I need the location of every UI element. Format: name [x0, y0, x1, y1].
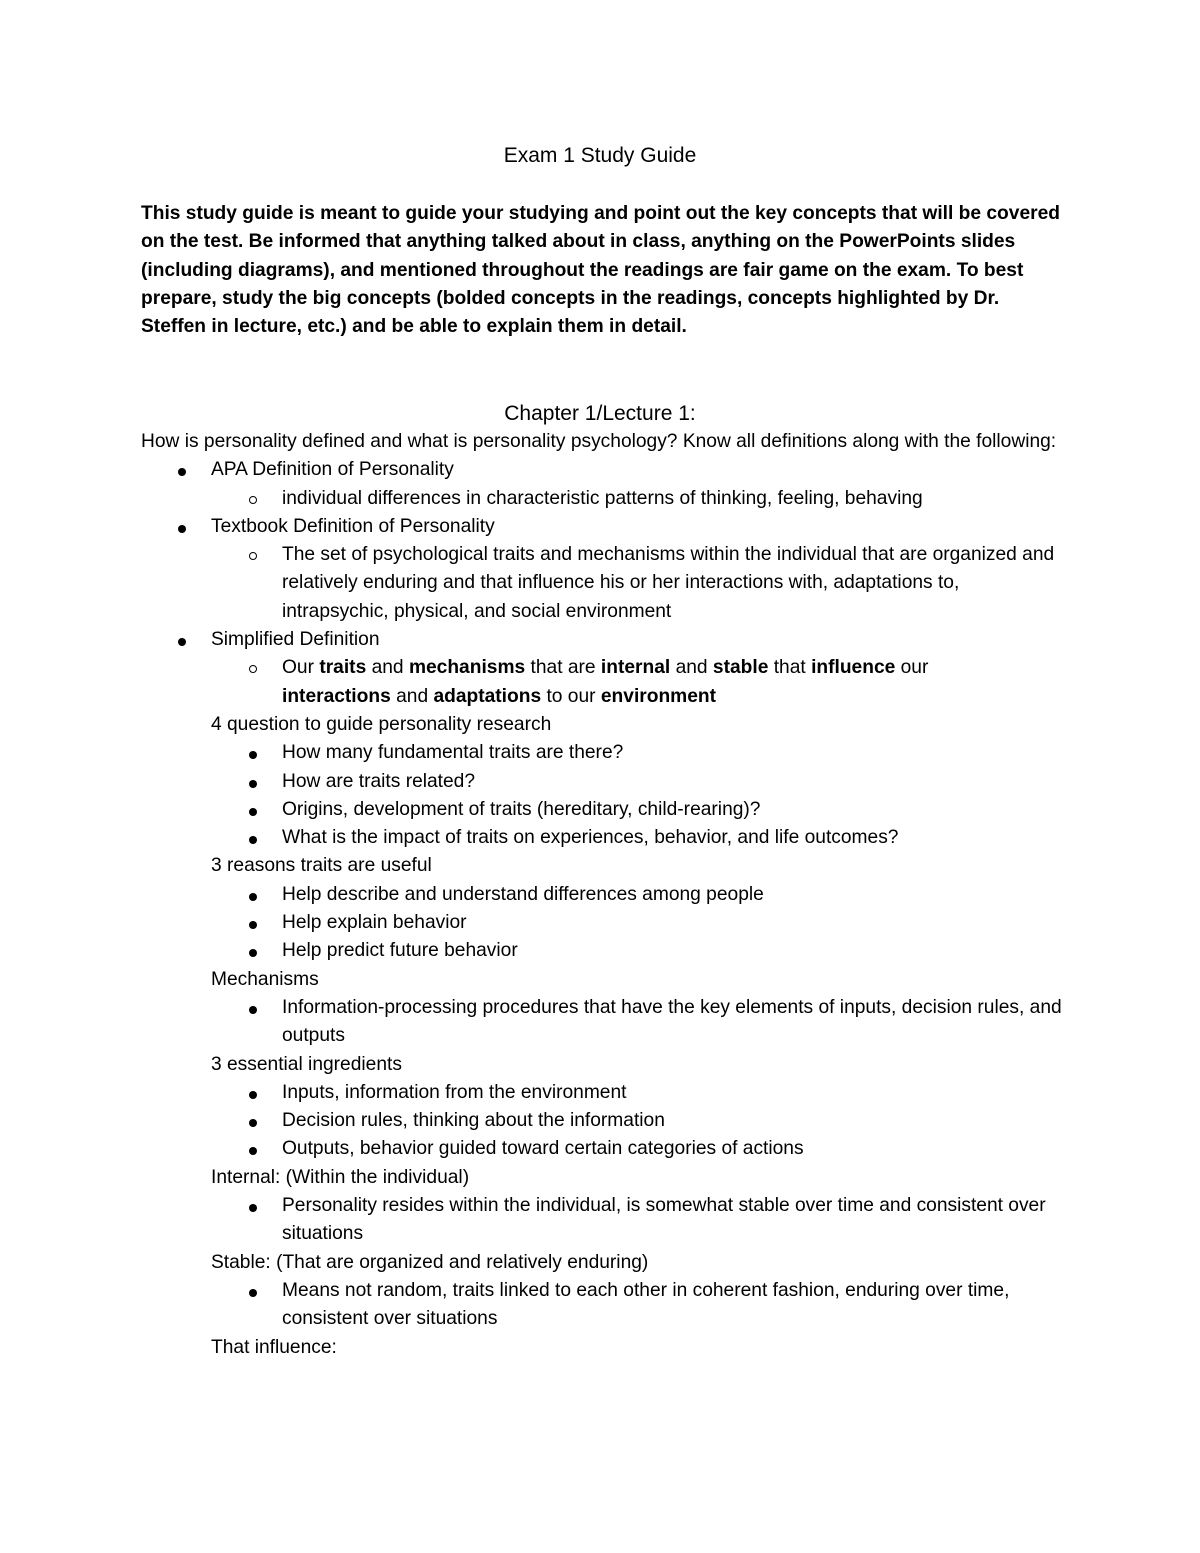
list-item — [141, 626, 1071, 654]
textbook-definition-label: Textbook Definition of Personality — [211, 515, 495, 537]
bullet-icon — [249, 921, 257, 929]
list-item — [141, 824, 1071, 852]
bullet-icon — [178, 638, 186, 646]
page-title: Exam 1 Study Guide — [503, 144, 697, 167]
influence-heading: That influence: — [211, 1336, 337, 1358]
reason-item: Help predict future behavior — [282, 940, 518, 962]
list-item — [141, 1079, 1071, 1107]
bullet-icon — [249, 836, 257, 844]
list-item — [141, 1192, 1071, 1249]
hollow-bullet-icon — [249, 496, 257, 504]
intro-paragraph: This study guide is meant to guide your studying and point out the key concepts that will be covered on the test. Be informed that anything talked about in class, anything on the PowerPoints slides (including diagrams), and mentioned throughout the readings are fair game on the exam. To best prepare, study the big concepts (bolded concepts in the readings, concepts highlighted by Dr. Steffen in lecture, etc.) and be able to explain them in detail. — [141, 203, 1060, 338]
document-body — [141, 428, 1071, 1362]
bold-term: environment — [600, 685, 717, 707]
text-run: that — [768, 657, 812, 679]
list-item — [141, 654, 1071, 711]
bullet-icon — [249, 1204, 257, 1212]
bullet-icon — [178, 525, 186, 533]
question-item: How many fundamental traits are there? — [282, 742, 624, 764]
bold-term: interactions — [282, 685, 391, 707]
list-item — [141, 739, 1071, 767]
bullet-icon — [249, 949, 257, 957]
bullet-icon — [249, 751, 257, 759]
internal-heading: Internal: (Within the individual) — [211, 1166, 470, 1188]
bullet-icon — [249, 780, 257, 788]
bold-term: influence — [811, 657, 896, 679]
opening-question: How is personality defined and what is personality psychology? Know all definitions along with the following: — [141, 431, 1057, 452]
questions-heading: 4 question to guide personality research — [211, 713, 552, 735]
apa-definition-text: individual differences in characteristic patterns of thinking, feeling, behaving — [282, 487, 923, 509]
list-item — [141, 1277, 1071, 1334]
reasons-heading: 3 reasons traits are useful — [211, 855, 432, 877]
chapter-heading: Chapter 1/Lecture 1: — [504, 402, 696, 425]
list-item — [141, 1135, 1071, 1163]
hollow-bullet-icon — [249, 665, 257, 673]
ingredient-item: Inputs, information from the environment — [282, 1081, 627, 1103]
list-item — [141, 1107, 1071, 1135]
text-run: Our — [282, 657, 320, 679]
text-run: and — [670, 657, 713, 679]
text-run: to our — [541, 685, 601, 707]
list-item — [141, 485, 1071, 513]
text-run: that are — [525, 657, 601, 679]
textbook-definition-text: The set of psychological traits and mechanisms within the individual that are organized and relatively enduring and that influence his or her interactions with, adaptations to, intrapsychic, physical, and social environment — [282, 544, 1055, 622]
bullet-icon — [249, 1289, 257, 1297]
reason-item: Help describe and understand differences among people — [282, 883, 764, 905]
bullet-icon — [249, 808, 257, 816]
bullet-icon — [249, 1119, 257, 1127]
question-item: Origins, development of traits (hereditary, child-rearing)? — [282, 798, 761, 820]
list-item — [141, 994, 1071, 1051]
stable-text: Means not random, traits linked to each other in coherent fashion, enduring over time, consistent over situations — [282, 1279, 1010, 1330]
list-item — [141, 768, 1071, 796]
reason-item: Help explain behavior — [282, 912, 467, 934]
hollow-bullet-icon — [249, 552, 257, 560]
mechanisms-text: Information-processing procedures that have the key elements of inputs, decision rules, and outputs — [282, 996, 1062, 1047]
internal-text: Personality resides within the individual, is somewhat stable over time and consistent over situations — [282, 1195, 1046, 1245]
bold-term: adaptations — [433, 685, 542, 707]
bullet-icon — [249, 1147, 257, 1155]
apa-definition-label: APA Definition of Personality — [211, 459, 454, 481]
list-item — [141, 881, 1071, 909]
bullet-icon — [249, 1006, 257, 1014]
ingredients-heading: 3 essential ingredients — [211, 1053, 402, 1075]
text-run: our — [895, 657, 929, 679]
ingredient-item: Decision rules, thinking about the information — [282, 1110, 665, 1132]
simplified-definition-text — [282, 657, 928, 706]
bold-term: mechanisms — [408, 657, 526, 679]
list-item — [141, 541, 1071, 626]
list-item — [141, 513, 1071, 541]
list-item — [141, 909, 1071, 937]
list-item — [141, 796, 1071, 824]
bold-term: traits — [319, 657, 367, 679]
ingredient-item: Outputs, behavior guided toward certain categories of actions — [282, 1138, 804, 1160]
bullet-icon — [249, 893, 257, 901]
list-item — [141, 456, 1071, 484]
list-item — [141, 937, 1071, 965]
simplified-definition-label: Simplified Definition — [211, 629, 380, 651]
text-run: and — [366, 657, 409, 679]
bold-term: internal — [600, 657, 671, 679]
bold-term: stable — [712, 657, 769, 679]
bullet-icon — [178, 468, 186, 476]
stable-heading: Stable: (That are organized and relatively enduring) — [211, 1251, 649, 1273]
question-item: How are traits related? — [282, 770, 476, 792]
bullet-icon — [249, 1091, 257, 1099]
text-run: and — [390, 685, 434, 707]
mechanisms-heading: Mechanisms — [211, 968, 319, 990]
question-item: What is the impact of traits on experiences, behavior, and life outcomes? — [282, 827, 899, 849]
